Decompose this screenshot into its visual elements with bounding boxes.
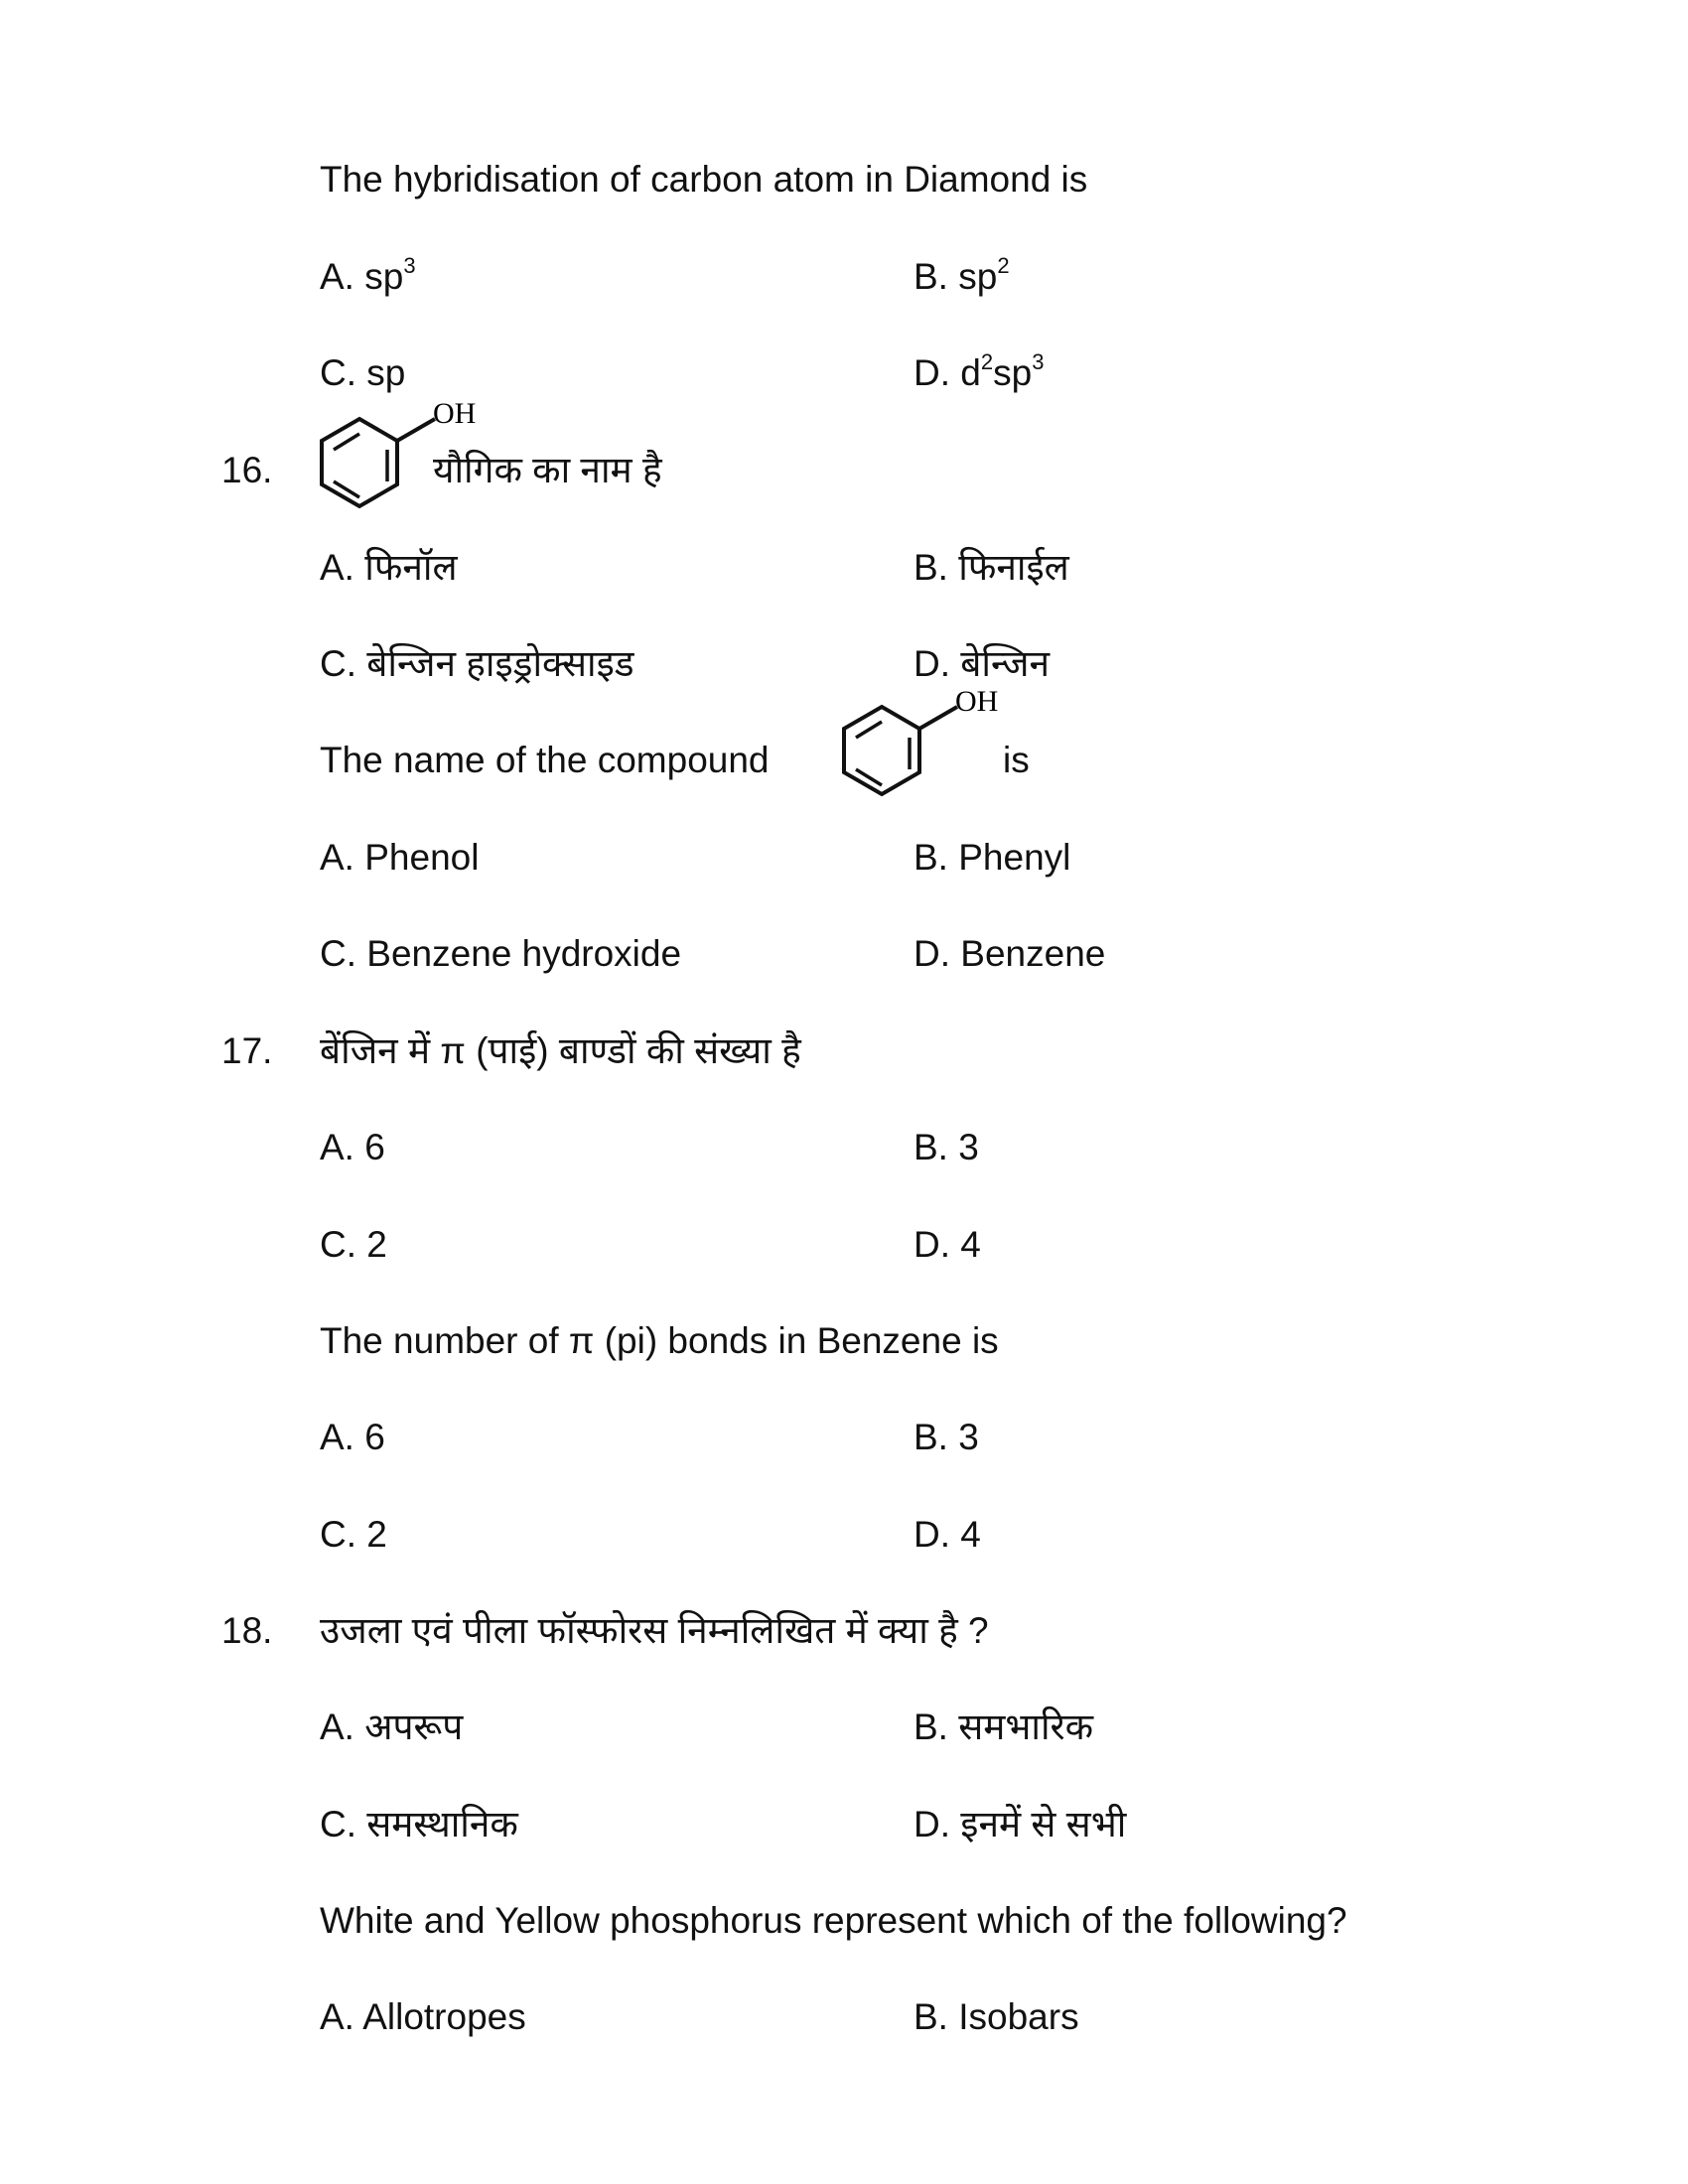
q17-hindi-option-b: B. 3 bbox=[914, 1127, 979, 1167]
q17-english-option-d: D. 4 bbox=[914, 1514, 981, 1555]
q17-english-option-c: C. 2 bbox=[320, 1514, 387, 1555]
q17-hindi-option-a: A. 6 bbox=[320, 1127, 385, 1167]
q16-hindi-option-b: B. फिनाईल bbox=[914, 547, 1069, 588]
q16-english-stem: The name of the compound bbox=[320, 740, 770, 780]
q17-hindi-stem: बेंजिन में π (पाई) बाण्डों की संख्या है bbox=[320, 1030, 801, 1071]
q16-number: 16. bbox=[221, 450, 273, 490]
q18-english-option-b: B. Isobars bbox=[914, 1996, 1079, 2037]
q18-hindi-option-b: B. समभारिक bbox=[914, 1706, 1094, 1747]
q18-hindi-stem: उजला एवं पीला फॉस्फोरस निम्नलिखित में क्या है ? bbox=[320, 1610, 989, 1651]
q15-option-b: B. $sp^2$ bbox=[914, 253, 1010, 297]
oh-label: OH bbox=[955, 691, 999, 718]
oh-label: OH bbox=[433, 403, 477, 430]
q18-hindi-option-c: C. समस्थानिक bbox=[320, 1804, 518, 1844]
q15-option-c: C. sp bbox=[320, 352, 406, 393]
q17-english-option-a: A. 6 bbox=[320, 1417, 385, 1457]
q15-stem: The hybridisation of carbon atom in Diamond is bbox=[320, 159, 1088, 200]
q15-option-d: D. $d^2sp^3$ bbox=[914, 349, 1045, 393]
q18-hindi-option-a: A. अपरूप bbox=[320, 1706, 464, 1747]
q17-english-stem: The number of π (pi) bonds in Benzene is bbox=[320, 1320, 999, 1361]
q18-hindi-option-d: D. इनमें से सभी bbox=[914, 1804, 1127, 1844]
q16-english-option-a: A. Phenol bbox=[320, 837, 480, 878]
q18-english-stem: White and Yellow phosphorus represent which of the following? bbox=[320, 1900, 1347, 1941]
q16-hindi-option-a: A. फिनॉल bbox=[320, 547, 458, 588]
phenol-structure-english bbox=[832, 691, 1021, 800]
q15-option-a: A. $sp^3$ bbox=[320, 253, 416, 297]
q16-english-option-c: C. Benzene hydroxide bbox=[320, 933, 682, 974]
q17-hindi-option-c: C. 2 bbox=[320, 1224, 387, 1265]
q16-hindi-option-c: C. बेन्जिन हाइड्रोक्साइड bbox=[320, 643, 634, 684]
q17-hindi-option-d: D. 4 bbox=[914, 1224, 981, 1265]
q18-number: 18. bbox=[221, 1610, 273, 1651]
q18-english-option-a: A. Allotropes bbox=[320, 1996, 526, 2037]
q16-hindi-stem: यौगिक का नाम है bbox=[433, 450, 662, 490]
q17-english-option-b: B. 3 bbox=[914, 1417, 979, 1457]
q16-english-option-b: B. Phenyl bbox=[914, 837, 1071, 878]
q17-number: 17. bbox=[221, 1030, 273, 1071]
q16-english-option-d: D. Benzene bbox=[914, 933, 1106, 974]
q16-english-stem-end: is bbox=[1003, 740, 1030, 780]
q16-hindi-option-d: D. बेन्जिन bbox=[914, 643, 1051, 684]
